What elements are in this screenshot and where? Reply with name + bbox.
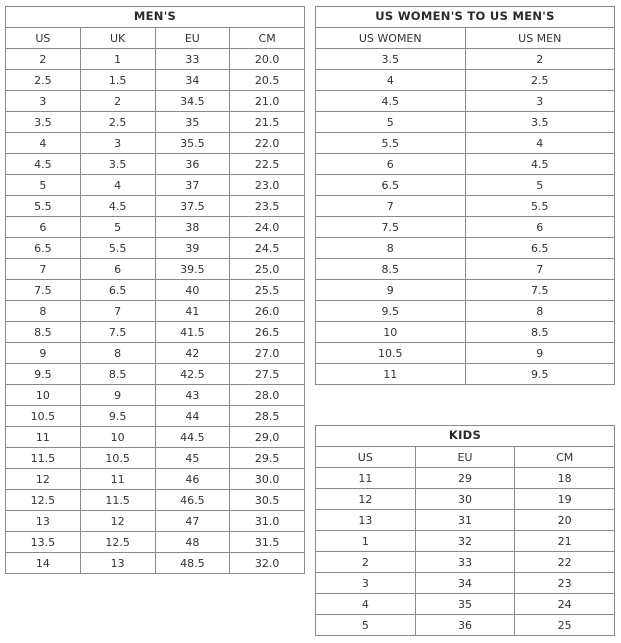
table-row xyxy=(316,301,615,322)
table-cell: 22 xyxy=(515,552,615,573)
table-cell: 9 xyxy=(465,343,615,364)
table-row xyxy=(316,364,615,385)
table-cell: 8.5 xyxy=(6,322,81,343)
table-cell: 10 xyxy=(6,385,81,406)
table-cell: 19 xyxy=(515,489,615,510)
table-cell: 21.0 xyxy=(230,91,305,112)
conversion-header-row xyxy=(316,28,615,49)
table-cell: 8.5 xyxy=(465,322,615,343)
table-cell: 6.5 xyxy=(316,175,466,196)
table-cell: 3 xyxy=(6,91,81,112)
table-cell: 8 xyxy=(6,301,81,322)
table-row xyxy=(6,238,305,259)
table-cell: 2 xyxy=(6,49,81,70)
table-cell: 5.5 xyxy=(316,133,466,154)
table-cell: 27.5 xyxy=(230,364,305,385)
table-row xyxy=(6,469,305,490)
table-cell: 8.5 xyxy=(316,259,466,280)
table-row xyxy=(316,217,615,238)
table-row xyxy=(316,238,615,259)
table-cell: 11 xyxy=(80,469,155,490)
mens-title: MEN'S xyxy=(6,7,305,28)
table-cell: 31 xyxy=(415,510,515,531)
womens-to-mens-table xyxy=(315,6,615,385)
table-cell: 3.5 xyxy=(316,49,466,70)
kids-title: KIDS xyxy=(316,426,615,447)
table-cell: 7.5 xyxy=(6,280,81,301)
mens-header-row xyxy=(6,28,305,49)
table-cell: 6.5 xyxy=(6,238,81,259)
table-row xyxy=(316,322,615,343)
table-cell: 3.5 xyxy=(6,112,81,133)
table-cell: 1 xyxy=(316,531,416,552)
table-cell: 4.5 xyxy=(6,154,81,175)
table-cell: 41.5 xyxy=(155,322,230,343)
table-cell: 46.5 xyxy=(155,490,230,511)
table-cell: 31.5 xyxy=(230,532,305,553)
table-cell: 4 xyxy=(465,133,615,154)
kids-size-table xyxy=(315,425,615,636)
table-cell: 6 xyxy=(6,217,81,238)
table-cell: 37.5 xyxy=(155,196,230,217)
table-row xyxy=(316,175,615,196)
table-cell: 9.5 xyxy=(6,364,81,385)
table-cell: 34.5 xyxy=(155,91,230,112)
table-row xyxy=(316,573,615,594)
table-cell: 4 xyxy=(316,594,416,615)
table-row xyxy=(316,196,615,217)
table-row xyxy=(316,154,615,175)
table-cell: 48.5 xyxy=(155,553,230,574)
table-cell: 2 xyxy=(80,91,155,112)
table-cell: 10.5 xyxy=(6,406,81,427)
table-cell: 20 xyxy=(515,510,615,531)
table-cell: 5 xyxy=(80,217,155,238)
table-cell: 11 xyxy=(6,427,81,448)
table-cell: 13 xyxy=(80,553,155,574)
table-cell: 7 xyxy=(80,301,155,322)
table-row xyxy=(6,490,305,511)
table-cell: 5 xyxy=(6,175,81,196)
table-cell: 7.5 xyxy=(465,280,615,301)
table-cell: 46 xyxy=(155,469,230,490)
table-cell: 28.5 xyxy=(230,406,305,427)
table-cell: 11.5 xyxy=(6,448,81,469)
table-cell: 8 xyxy=(465,301,615,322)
mens-table-body xyxy=(6,49,305,574)
table-cell: 33 xyxy=(415,552,515,573)
table-cell: 38 xyxy=(155,217,230,238)
table-row xyxy=(316,70,615,91)
table-cell: 30.0 xyxy=(230,469,305,490)
mens-size-table xyxy=(5,6,305,574)
table-row xyxy=(6,175,305,196)
table-cell: 28.0 xyxy=(230,385,305,406)
table-cell: 26.5 xyxy=(230,322,305,343)
table-cell: 12.5 xyxy=(80,532,155,553)
table-cell: 10.5 xyxy=(316,343,466,364)
table-row xyxy=(316,531,615,552)
mens-header-eu: EU xyxy=(155,28,230,49)
conversion-table-body xyxy=(316,49,615,385)
table-cell: 4.5 xyxy=(316,91,466,112)
table-cell: 4 xyxy=(80,175,155,196)
table-cell: 31.0 xyxy=(230,511,305,532)
table-row xyxy=(6,112,305,133)
table-row xyxy=(6,133,305,154)
table-cell: 25.0 xyxy=(230,259,305,280)
table-cell: 12.5 xyxy=(6,490,81,511)
table-cell: 13 xyxy=(6,511,81,532)
table-cell: 9.5 xyxy=(316,301,466,322)
table-cell: 43 xyxy=(155,385,230,406)
table-cell: 25 xyxy=(515,615,615,636)
table-row xyxy=(6,532,305,553)
kids-header-row xyxy=(316,447,615,468)
table-row xyxy=(316,112,615,133)
table-cell: 21.5 xyxy=(230,112,305,133)
table-cell: 42.5 xyxy=(155,364,230,385)
table-cell: 6 xyxy=(316,154,466,175)
table-cell: 9.5 xyxy=(80,406,155,427)
table-row xyxy=(6,49,305,70)
mens-header-us: US xyxy=(6,28,81,49)
table-cell: 12 xyxy=(6,469,81,490)
table-cell: 44 xyxy=(155,406,230,427)
table-cell: 44.5 xyxy=(155,427,230,448)
table-cell: 41 xyxy=(155,301,230,322)
table-cell: 20.5 xyxy=(230,70,305,91)
table-cell: 33 xyxy=(155,49,230,70)
table-cell: 2 xyxy=(465,49,615,70)
table-cell: 35 xyxy=(415,594,515,615)
table-cell: 4 xyxy=(316,70,466,91)
table-cell: 22.5 xyxy=(230,154,305,175)
table-cell: 8.5 xyxy=(80,364,155,385)
table-row xyxy=(6,448,305,469)
table-cell: 12 xyxy=(316,489,416,510)
table-cell: 30 xyxy=(415,489,515,510)
table-cell: 35.5 xyxy=(155,133,230,154)
table-row xyxy=(316,280,615,301)
table-cell: 10.5 xyxy=(80,448,155,469)
table-cell: 14 xyxy=(6,553,81,574)
table-row xyxy=(316,133,615,154)
table-cell: 3 xyxy=(465,91,615,112)
table-row xyxy=(316,343,615,364)
kids-header-cm: CM xyxy=(515,447,615,468)
table-cell: 6 xyxy=(465,217,615,238)
table-cell: 3.5 xyxy=(80,154,155,175)
table-cell: 11 xyxy=(316,468,416,489)
table-cell: 39.5 xyxy=(155,259,230,280)
table-cell: 7 xyxy=(316,196,466,217)
table-cell: 2.5 xyxy=(6,70,81,91)
conversion-header-us-women: US WOMEN xyxy=(316,28,466,49)
table-row xyxy=(6,280,305,301)
table-cell: 6.5 xyxy=(465,238,615,259)
table-cell: 18 xyxy=(515,468,615,489)
table-row xyxy=(316,594,615,615)
table-cell: 8 xyxy=(316,238,466,259)
table-cell: 9 xyxy=(316,280,466,301)
table-cell: 1 xyxy=(80,49,155,70)
table-cell: 5 xyxy=(316,615,416,636)
table-cell: 39 xyxy=(155,238,230,259)
conversion-header-us-men: US MEN xyxy=(465,28,615,49)
table-cell: 27.0 xyxy=(230,343,305,364)
table-row xyxy=(6,154,305,175)
table-cell: 26.0 xyxy=(230,301,305,322)
table-row xyxy=(316,552,615,573)
table-cell: 30.5 xyxy=(230,490,305,511)
table-cell: 5 xyxy=(465,175,615,196)
table-cell: 24 xyxy=(515,594,615,615)
table-row xyxy=(316,489,615,510)
table-cell: 4 xyxy=(6,133,81,154)
table-row xyxy=(6,301,305,322)
table-row xyxy=(6,322,305,343)
table-cell: 9 xyxy=(80,385,155,406)
table-cell: 47 xyxy=(155,511,230,532)
table-cell: 25.5 xyxy=(230,280,305,301)
table-cell: 6.5 xyxy=(80,280,155,301)
table-row xyxy=(316,615,615,636)
table-cell: 5.5 xyxy=(80,238,155,259)
table-cell: 29.5 xyxy=(230,448,305,469)
table-cell: 23.0 xyxy=(230,175,305,196)
table-cell: 4.5 xyxy=(465,154,615,175)
table-row xyxy=(6,553,305,574)
table-row xyxy=(6,259,305,280)
table-row xyxy=(316,91,615,112)
table-row xyxy=(6,91,305,112)
table-cell: 9.5 xyxy=(465,364,615,385)
table-cell: 1.5 xyxy=(80,70,155,91)
table-cell: 13.5 xyxy=(6,532,81,553)
table-cell: 29.0 xyxy=(230,427,305,448)
table-cell: 2 xyxy=(316,552,416,573)
table-cell: 13 xyxy=(316,510,416,531)
table-cell: 5.5 xyxy=(6,196,81,217)
mens-header-cm: CM xyxy=(230,28,305,49)
table-cell: 40 xyxy=(155,280,230,301)
table-cell: 7 xyxy=(465,259,615,280)
table-row xyxy=(316,468,615,489)
table-cell: 7.5 xyxy=(316,217,466,238)
table-cell: 10 xyxy=(80,427,155,448)
table-row xyxy=(6,196,305,217)
table-cell: 3.5 xyxy=(465,112,615,133)
mens-header-uk: UK xyxy=(80,28,155,49)
table-cell: 5.5 xyxy=(465,196,615,217)
table-cell: 45 xyxy=(155,448,230,469)
table-cell: 9 xyxy=(6,343,81,364)
table-cell: 32 xyxy=(415,531,515,552)
table-cell: 10 xyxy=(316,322,466,343)
table-row xyxy=(6,511,305,532)
table-cell: 7.5 xyxy=(80,322,155,343)
table-row xyxy=(6,343,305,364)
table-row xyxy=(6,385,305,406)
kids-header-eu: EU xyxy=(415,447,515,468)
table-cell: 24.0 xyxy=(230,217,305,238)
table-row xyxy=(316,49,615,70)
table-row xyxy=(6,406,305,427)
table-cell: 7 xyxy=(6,259,81,280)
table-cell: 32.0 xyxy=(230,553,305,574)
table-cell: 23 xyxy=(515,573,615,594)
table-cell: 29 xyxy=(415,468,515,489)
table-row xyxy=(6,70,305,91)
table-cell: 24.5 xyxy=(230,238,305,259)
table-cell: 20.0 xyxy=(230,49,305,70)
table-cell: 5 xyxy=(316,112,466,133)
table-cell: 35 xyxy=(155,112,230,133)
table-row xyxy=(6,217,305,238)
kids-table-body xyxy=(316,468,615,636)
table-cell: 3 xyxy=(316,573,416,594)
table-row xyxy=(6,427,305,448)
table-row xyxy=(316,510,615,531)
table-cell: 36 xyxy=(155,154,230,175)
conversion-title: US WOMEN'S TO US MEN'S xyxy=(316,7,615,28)
table-cell: 2.5 xyxy=(80,112,155,133)
table-cell: 3 xyxy=(80,133,155,154)
table-cell: 2.5 xyxy=(465,70,615,91)
table-cell: 8 xyxy=(80,343,155,364)
table-cell: 42 xyxy=(155,343,230,364)
table-cell: 34 xyxy=(415,573,515,594)
table-cell: 11.5 xyxy=(80,490,155,511)
table-row xyxy=(6,364,305,385)
table-cell: 34 xyxy=(155,70,230,91)
table-cell: 22.0 xyxy=(230,133,305,154)
table-cell: 6 xyxy=(80,259,155,280)
kids-header-us: US xyxy=(316,447,416,468)
table-cell: 37 xyxy=(155,175,230,196)
table-row xyxy=(316,259,615,280)
table-cell: 4.5 xyxy=(80,196,155,217)
table-cell: 12 xyxy=(80,511,155,532)
table-cell: 21 xyxy=(515,531,615,552)
table-cell: 36 xyxy=(415,615,515,636)
table-cell: 23.5 xyxy=(230,196,305,217)
table-cell: 11 xyxy=(316,364,466,385)
table-cell: 48 xyxy=(155,532,230,553)
